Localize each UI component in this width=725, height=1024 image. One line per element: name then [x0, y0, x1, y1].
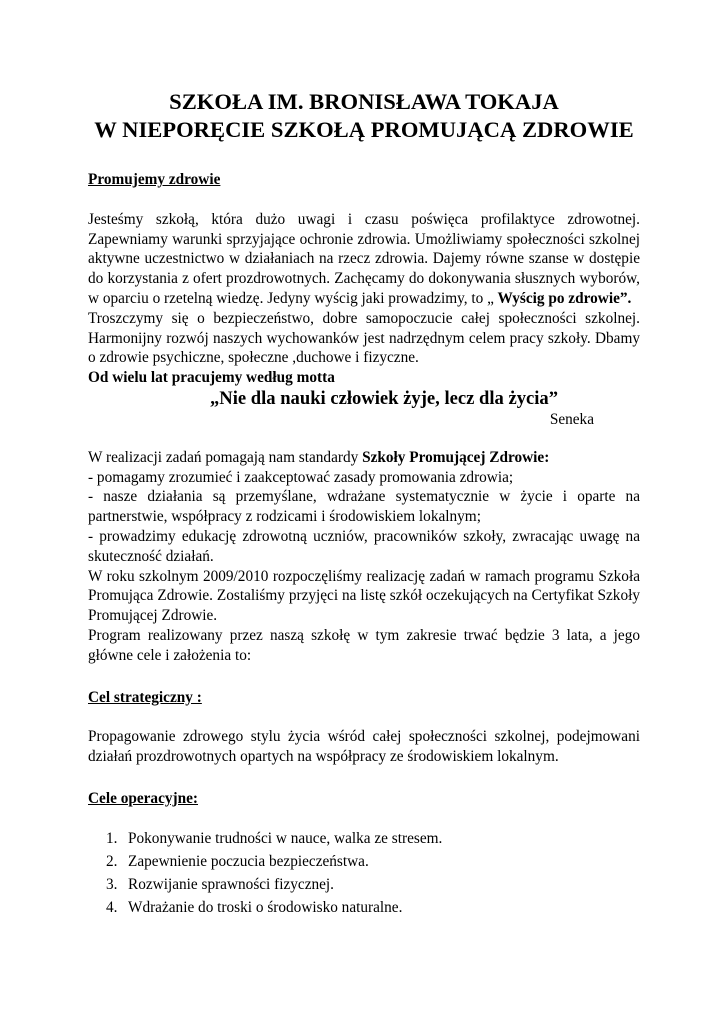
list-item — [88, 873, 640, 896]
motto-author: Seneka — [549, 410, 594, 428]
intro-paragraph — [88, 210, 640, 309]
race-for-health-phrase: Wyścig po zdrowie”. — [493, 289, 632, 307]
standards-name: Szkoły Promującej Zdrowie: — [362, 448, 550, 466]
standard-item: - pomagamy zrozumieć i zaakceptować zasady promowania zdrowia; — [88, 468, 514, 486]
section-heading-operational-goals: Cele operacyjne: — [88, 789, 199, 807]
list-item-text: Zapewnienie poczucia bezpieczeństwa. — [128, 852, 369, 870]
motto-quote: „Nie dla nauki człowiek żyje, lecz dla życia” — [209, 387, 559, 409]
list-item — [88, 850, 640, 873]
program-paragraph: W roku szkolnym 2009/2010 rozpoczęliśmy realizację zadań w ramach programu Szkoła Promująca Zdrowie. Zostaliśmy przyjęci na listę szkół oczekujących na Certyfikat Szkoły Promującej Zdrowie. — [88, 567, 640, 625]
list-item-number: 2. — [106, 852, 118, 870]
motto-intro: Od wielu lat pracujemy według motta — [88, 369, 335, 387]
list-item — [88, 896, 640, 919]
section-heading-promotion: Promujemy zdrowie — [88, 171, 221, 188]
list-item-number: 4. — [106, 898, 118, 916]
list-item-number: 1. — [106, 829, 118, 847]
list-item — [88, 827, 640, 850]
standard-item: - prowadzimy edukację zdrowotną uczniów, pracowników szkoły, zwracając uwagę na skuteczność działań. — [88, 527, 640, 565]
document-page — [88, 88, 640, 919]
title-line-1: SZKOŁA IM. BRONISŁAWA TOKAJA — [169, 89, 559, 114]
standards-intro-text: W realizacji zadań pomagają nam standardy — [88, 448, 363, 466]
intro-paragraph-text: Jesteśmy szkołą, która dużo uwagi i czasu poświęca profilaktyce zdrowotnej. Zapewniamy warunki sprzyjające ochronie zdrowia. Umożliwiamy społeczności szkolnej aktywne uczestnictwo w działaniach na rzecz zdrowia. Dajemy równe szanse w dostępie do korzystania z ofert prozdrowotnych. Zachęcamy do dokonywania słusznych wyborów, w oparciu o rzetelną wiedzę. Jedyny wyścig jaki prowadzimy, to „ — [88, 210, 640, 307]
duration-paragraph: Program realizowany przez naszą szkołę w tym zakresie trwać będzie 3 lata, a jego główne cele i założenia to: — [88, 626, 640, 664]
list-item-text: Wdrażanie do troski o środowisko naturalne. — [128, 898, 403, 916]
care-paragraph: Troszczymy się o bezpieczeństwo, dobre samopoczucie całej społeczności szkolnej. Harmonijny rozwój naszych wychowanków jest nadrzędnym celem pracy szkoły. Dbamy o zdrowie psychiczne, społeczne ,duchowe i fizyczne. — [88, 309, 640, 367]
standards-intro — [88, 448, 640, 468]
list-item-text: Pokonywanie trudności w nauce, walka ze stresem. — [128, 829, 443, 847]
title-line-2: W NIEPORĘCIE SZKOŁĄ PROMUJĄCĄ ZDROWIE — [94, 117, 634, 142]
operational-goals-list — [88, 827, 640, 919]
standard-item: - nasze działania są przemyślane, wdrażane systematycznie w życie i oparte na partnerstwie, współpracy z rodzicami i środowiskiem lokalnym; — [88, 488, 640, 526]
list-item-number: 3. — [106, 875, 118, 893]
document-title — [58, 88, 670, 144]
strategic-goal-text: Propagowanie zdrowego stylu życia wśród całej społeczności szkolnej, podejmowani działań prozdrowotnych opartych na współpracy ze środowiskiem lokalnym. — [88, 728, 640, 766]
section-heading-strategic-goal: Cel strategiczny : — [88, 688, 202, 706]
list-item-text: Rozwijanie sprawności fizycznej. — [128, 875, 335, 893]
